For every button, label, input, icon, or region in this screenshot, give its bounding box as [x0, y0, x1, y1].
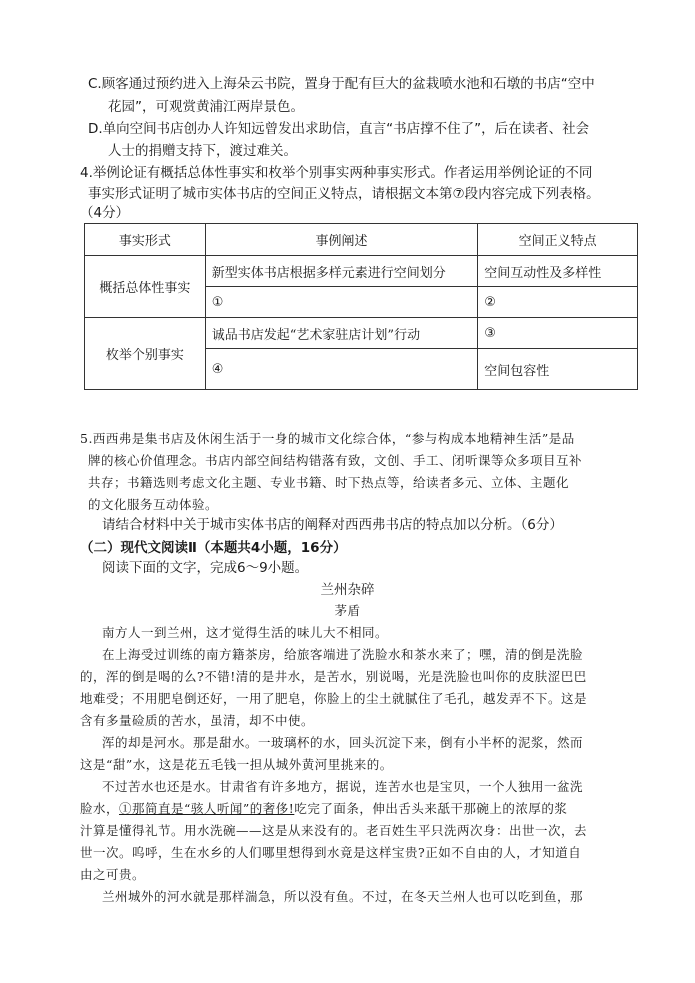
q4-score: （4分）: [80, 205, 130, 221]
option-d-line1: D.单向空间书店创办人许知远曾发出求助信，直言“书店撑不住了”，后在读者、社会: [88, 121, 590, 137]
table-header-feature: 空间正义特点: [478, 224, 638, 256]
table-cell-example: 新型实体书店根据多样元素进行空间划分: [205, 256, 478, 287]
table-cell-blank-3: ③: [478, 318, 638, 349]
q5-line3: 共存；书籍选则考虑文化主题、专业书籍、时下热点等，给读者多元、立体、主题化: [88, 475, 570, 490]
table-header-example: 事例阐述: [205, 224, 478, 256]
table-cell-blank-2: ②: [478, 287, 638, 318]
article-text: 脸水，: [80, 801, 120, 816]
article-author: 茅盾: [334, 603, 361, 618]
table-cell-blank-1: ①: [205, 287, 478, 318]
underlined-sentence-1: ①那简直是“骇人听闻”的奢侈!: [119, 801, 295, 816]
q5-line4: 的文化服务互动体验。: [88, 497, 219, 512]
option-c-line2: 花园”，可观赏黄浦江两岸景色。: [108, 99, 304, 115]
article-paragraph: 南方人一到兰州，这才觉得生活的味儿大不相同。: [102, 625, 389, 640]
option-c-line1: C.顾客通过预约进入上海朵云书院，置身于配有巨大的盆栽喷水池和石墩的书店“空中: [88, 76, 595, 92]
article-text: 吃完了面条，伸出舌头来舐干那碗上的浓厚的浆: [294, 801, 568, 816]
article-line: 的，浑的倒是喝的么?不错!清的是井水，是苦水，别说喝，光是洗脸也叫你的皮肤涩巴巴: [80, 669, 587, 684]
section-heading: （二）现代文阅读Ⅱ（本题共4小题，16分）: [80, 540, 347, 556]
fact-form-table: [84, 223, 638, 390]
table-row: [85, 318, 638, 349]
table-header-fact-form: 事实形式: [85, 224, 206, 256]
article-line: [80, 799, 567, 819]
table-cell-feature: 空间互动性及多样性: [478, 256, 638, 287]
article-line: 由之可贵。: [80, 867, 146, 882]
table-cell-example: 诚品书店发起“艺术家驻店计划”行动: [205, 318, 478, 349]
table-cell-feature: 空间包容性: [478, 349, 638, 390]
q4-line1: 4.举例论证有概括总体性事实和枚举个别事实两种事实形式。作者运用举例论证的不同: [80, 165, 593, 181]
article-paragraph: 浑的却是河水。那是甜水。一玻璃杯的水，回头沉淀下来，倒有小半杯的泥浆，然而: [102, 735, 584, 750]
article-line: 世一次。呜呼，生在水乡的人们哪里想得到水竟是这样宝贵?正如不自由的人，才知道自: [80, 845, 582, 860]
option-d-line2: 人士的捐赠支持下，渡过难关。: [108, 143, 297, 159]
q5-prompt: 请结合材料中关于城市实体书店的阐释对西西弗书店的特点加以分析。（6分）: [102, 517, 563, 533]
table-kind-general: 概括总体性事实: [85, 256, 206, 318]
article-paragraph: 在上海受过训练的南方籍茶房，给旅客端进了洗脸水和茶水来了；嘿，清的倒是洗脸: [102, 647, 584, 662]
article-line: 汁算是懂得礼节。用水洗碗——这是从来没有的。老百姓生平只洗两次身：出世一次，去: [80, 823, 588, 838]
q5-line1: 5.西西弗是集书店及休闲生活于一身的城市文化综合体，“参与构成本地精神生活”是品: [80, 431, 575, 446]
article-line: 含有多量硷质的苦水，虽清，却不中使。: [80, 713, 315, 728]
table-header-row: [85, 224, 638, 256]
article-title: 兰州杂碎: [320, 582, 375, 598]
article-paragraph: 不过苦水也还是水。甘肃省有许多地方，据说，连苦水也是宝贝，一个人独用一盆洗: [102, 779, 584, 794]
table-kind-individual: 枚举个别事实: [85, 318, 206, 390]
article-line: 地难受；不用肥皂倒还好，一用了肥皂，你脸上的尘土就腻住了毛孔，越发弄不下。这是: [80, 691, 588, 706]
section-instruction: 阅读下面的文字，完成6～9小题。: [102, 560, 309, 576]
q4-line2: 事实形式证明了城市实体书店的空间正义特点，请根据文本第⑦段内容完成下列表格。: [88, 186, 600, 202]
table-cell-blank-4: ④: [205, 349, 478, 390]
table-row: [85, 256, 638, 287]
q5-line2: 牌的核心价值理念。书店内部空间结构错落有致，文创、手工、闭听课等众多项目互补: [88, 453, 583, 468]
article-line: 这是“甜”水，这是花五毛钱一担从城外黄河里挑来的。: [80, 757, 393, 772]
article-paragraph: 兰州城外的河水就是那样湍急，所以没有鱼。不过，在冬天兰州人也可以吃到鱼，那: [102, 889, 584, 904]
